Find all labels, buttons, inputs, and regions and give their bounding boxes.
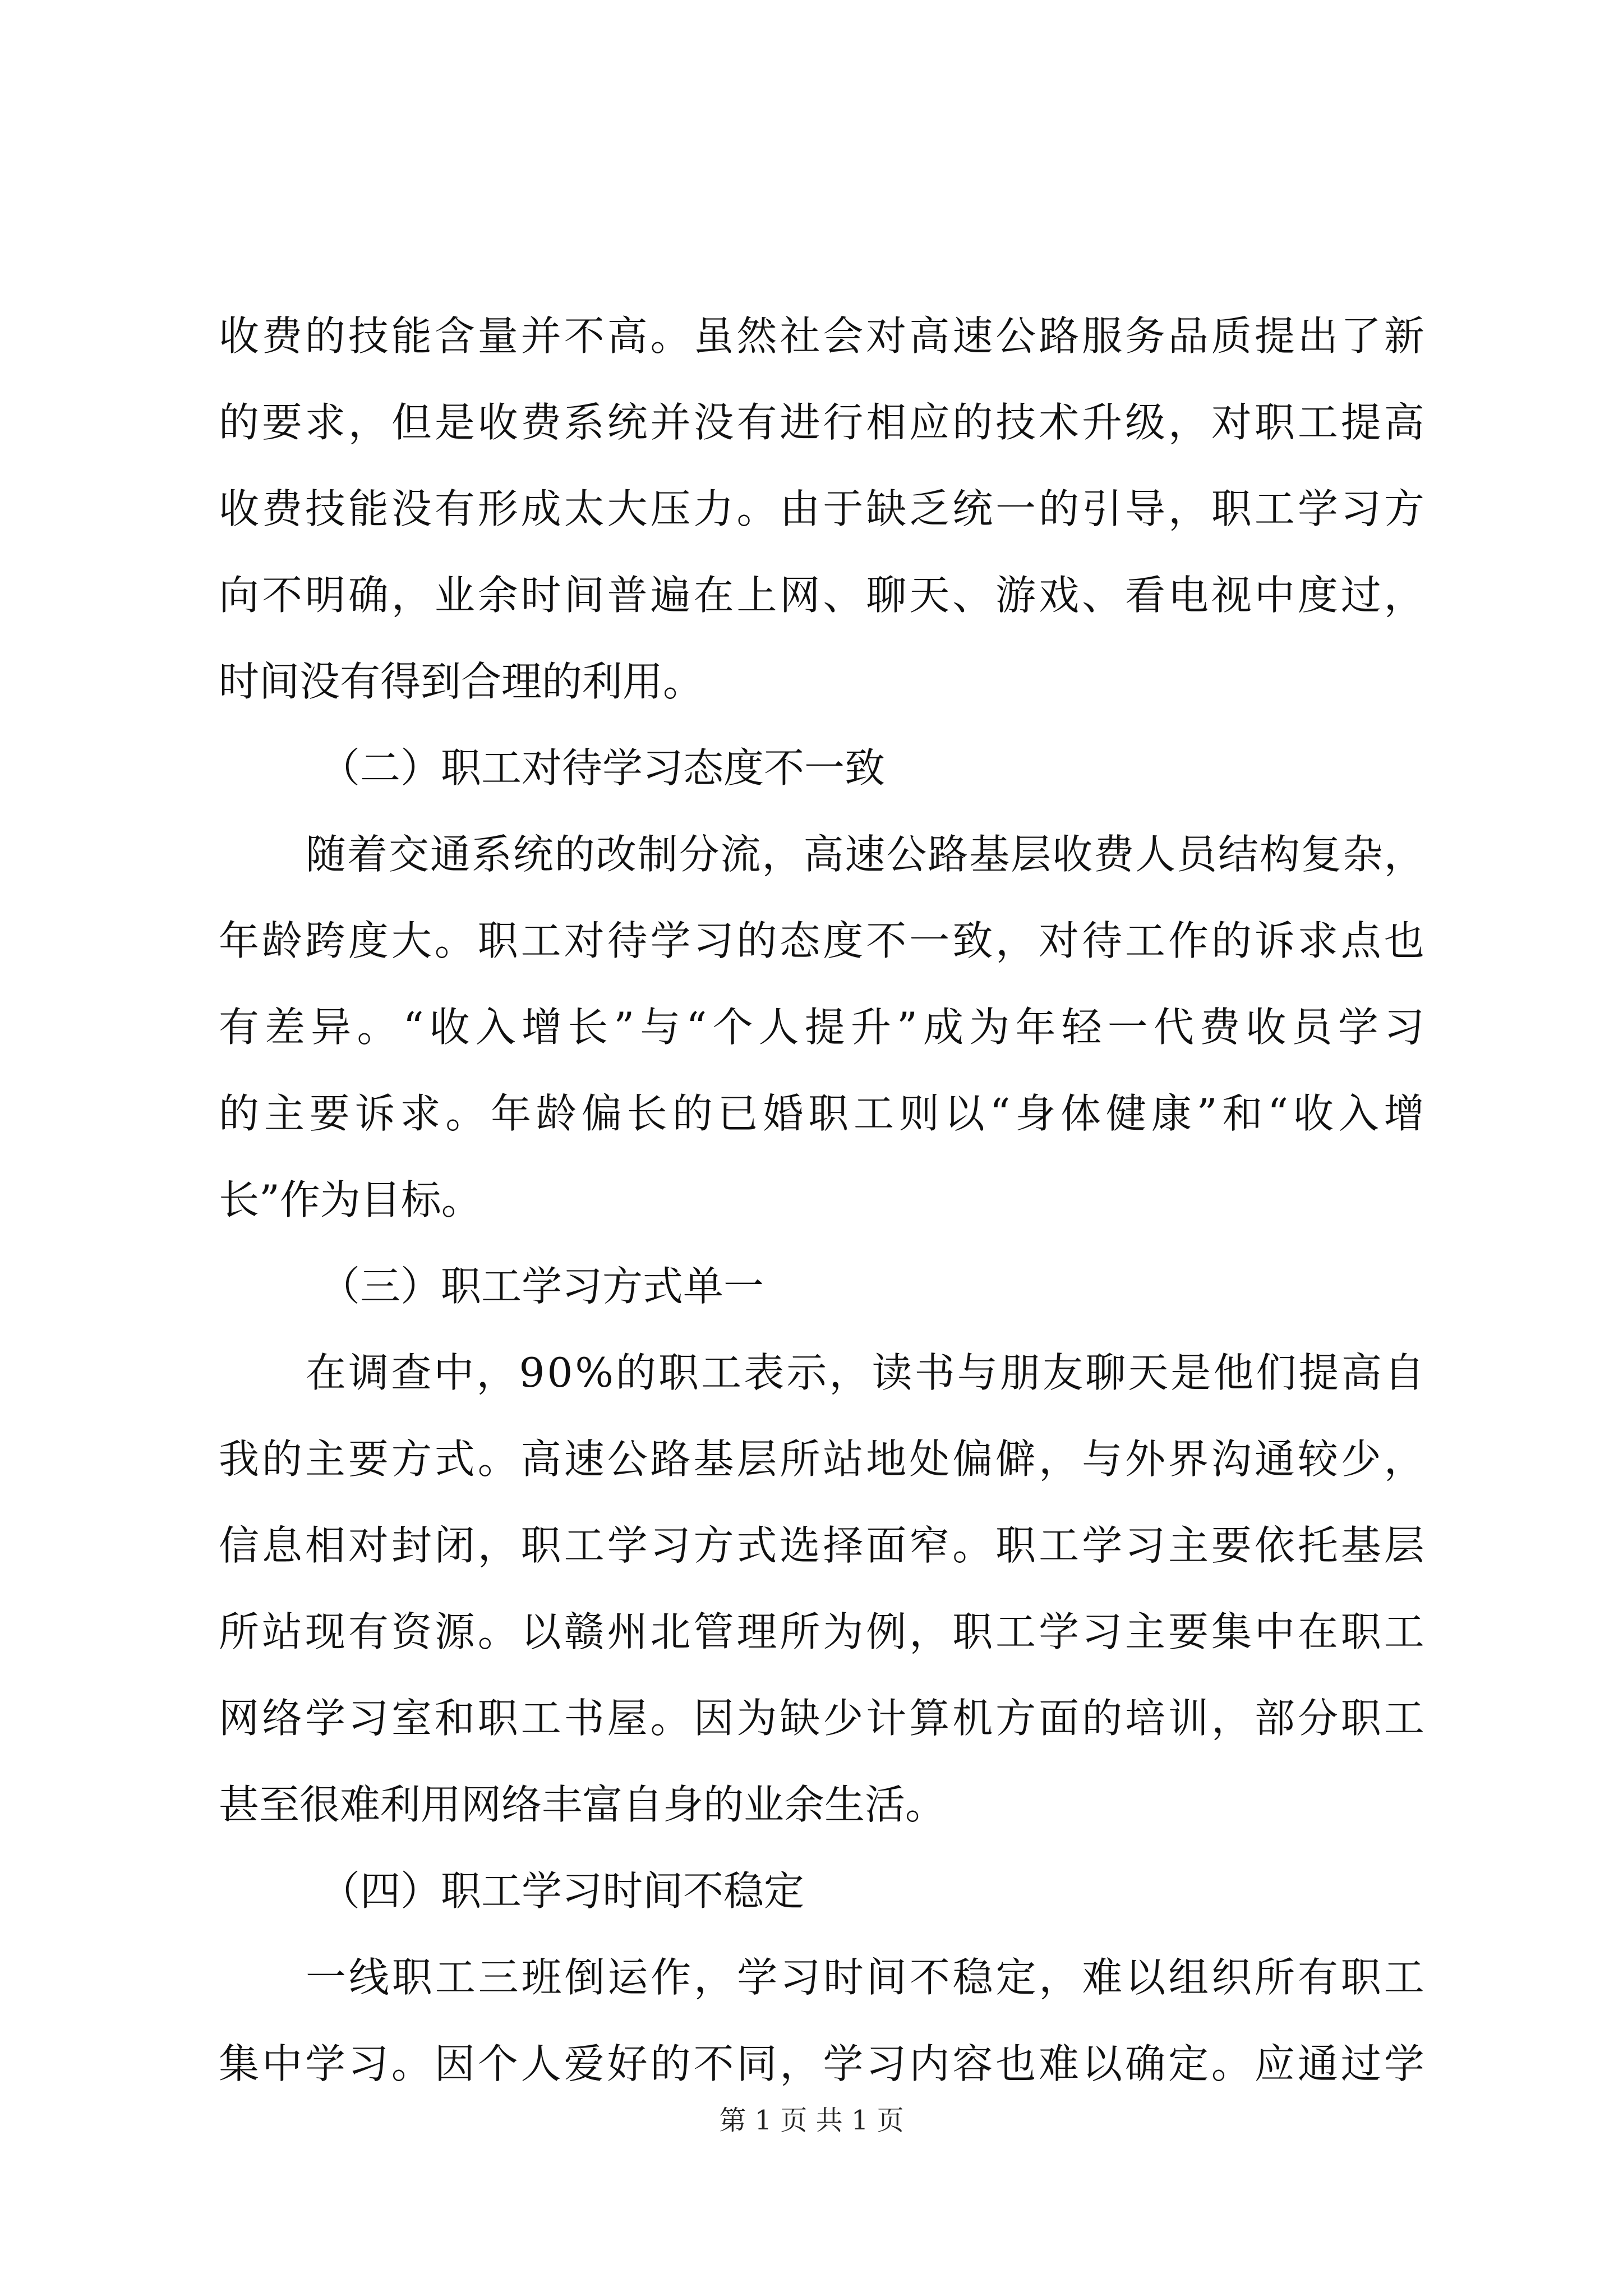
body-text-line: 收 费 的 技 能 含 量 并 不 高 。 虽 然 社 会 对 高 速 公 路 服 务 品 质 提 出 了 新 [219, 312, 1424, 360]
section-heading: （四）职工学习时间不稳定 [320, 1867, 805, 1915]
body-text-line: 的 主 要 诉 求 。 年 龄 偏 长 的 已 婚 职 工 则 以 “ 身 体 健 康 ” 和 “ 收 入 增 [219, 1090, 1424, 1137]
body-text-line: 集 中 学 习 。 因 个 人 爱 好 的 不 同 ， 学 习 内 容 也 难 以 确 定 。 应 通 过 学 [219, 2040, 1424, 2087]
paragraph-first-line: 在 调 查 中 ， 9 0 % 的 职 工 表 示 ， 读 书 与 朋 友 聊 天 是 他 们 提 高 自 [306, 1349, 1424, 1396]
body-text-line: 向 不 明 确 ， 业 余 时 间 普 遍 在 上 网 、 聊 天 、 游 戏 、 看 电 视 中 度 过 ， [219, 572, 1424, 619]
body-text-line: 所 站 现 有 资 源 。 以 赣 州 北 管 理 所 为 例 ， 职 工 学 习 主 要 集 中 在 职 工 [219, 1608, 1424, 1655]
body-text-line: 我 的 主 要 方 式 。 高 速 公 路 基 层 所 站 地 处 偏 僻 ， 与 外 界 沟 通 较 少 ， [219, 1435, 1424, 1483]
body-text-line: 年 龄 跨 度 大 。 职 工 对 待 学 习 的 态 度 不 一 致 ， 对 待 工 作 的 诉 求 点 也 [219, 917, 1424, 964]
body-text-line: 信 息 相 对 封 闭 ， 职 工 学 习 方 式 选 择 面 窄 。 职 工 学 习 主 要 依 托 基 层 [219, 1522, 1424, 1569]
section-heading: （三）职工学习方式单一 [320, 1263, 764, 1310]
body-text-line: 时间没有得到合理的利用。 [219, 658, 704, 705]
body-text-line: 长”作为目标。 [219, 1176, 482, 1223]
paragraph-first-line: 一 线 职 工 三 班 倒 运 作 ， 学 习 时 间 不 稳 定 ， 难 以 组 织 所 有 职 工 [306, 1954, 1424, 2001]
body-text-line: 甚至很难利用网络丰富自身的业余生活。 [219, 1781, 946, 1828]
body-text-line: 的 要 求 ， 但 是 收 费 系 统 并 没 有 进 行 相 应 的 技 术 升 级 ， 对 职 工 提 高 [219, 399, 1424, 446]
section-heading: （二）职工对待学习态度不一致 [320, 744, 886, 792]
body-text-line: 网 络 学 习 室 和 职 工 书 屋 。 因 为 缺 少 计 算 机 方 面 的 培 训 ， 部 分 职 工 [219, 1695, 1424, 1742]
body-text-line: 收 费 技 能 没 有 形 成 太 大 压 力 。 由 于 缺 乏 统 一 的 引 导 ， 职 工 学 习 方 [219, 485, 1424, 532]
body-text-line: 有 差 异 。 “ 收 入 增 长 ” 与 “ 个 人 提 升 ” 成 为 年 轻 一 代 费 收 员 学 习 [219, 1004, 1424, 1051]
paragraph-first-line: 随 着 交 通 系 统 的 改 制 分 流 ， 高 速 公 路 基 层 收 费 人 员 结 构 复 杂 ， [306, 831, 1424, 878]
page-footer: 第 1 页 共 1 页 [719, 2105, 904, 2136]
